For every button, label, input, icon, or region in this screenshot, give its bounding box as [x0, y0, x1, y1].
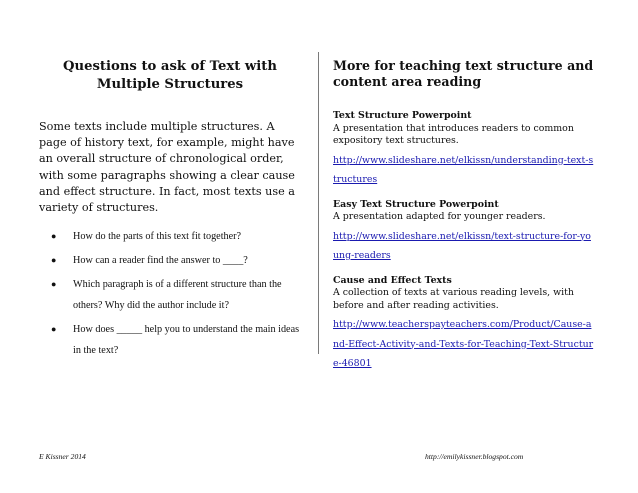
resource-title: Cause and Effect Texts: [333, 274, 452, 286]
resource-title: Text Structure Powerpoint: [333, 110, 472, 121]
bullet-icon: ●: [51, 231, 57, 242]
bullet-icon: ●: [51, 324, 57, 335]
right-column: [333, 58, 595, 383]
footer-author: E Kissner 2014: [39, 452, 86, 461]
resource-link[interactable]: http://www.teacherspayteachers.com/Product/Cause-and-Effect-Activity-and-Texts-for-Teaching-Text-Structure-46801: [333, 319, 594, 369]
resource-item: [333, 110, 595, 187]
left-column: [39, 58, 301, 364]
list-item: [39, 250, 301, 271]
resource-description: A collection of texts at various reading levels, with before and after reading activities.: [333, 287, 574, 311]
question-text: How does _____ help you to understand the main ideas in the text?: [73, 324, 300, 357]
bullet-icon: ●: [51, 255, 57, 266]
left-column-title: Questions to ask of Text with Multiple Structures: [63, 59, 277, 92]
question-text: How can a reader find the answer to ____?: [73, 255, 248, 267]
question-list: [39, 226, 301, 361]
resource-link[interactable]: http://www.slideshare.net/elkissn/text-structure-for-young-readers: [333, 230, 591, 261]
list-item: [39, 274, 301, 316]
intro-paragraph: Some texts include multiple structures. A page of history text, for example, might have an overall structure of chronological order, with some paragraphs showing a clear cause and effect structure. In fact, most texts use a variety of structures.: [39, 120, 295, 215]
footer-url: http://emilykissner.blogspot.com: [425, 452, 524, 461]
list-item: [39, 319, 301, 361]
resource-link[interactable]: http://www.slideshare.net/elkissn/understanding-text-structures: [333, 154, 594, 185]
resource-title: Easy Text Structure Powerpoint: [333, 198, 499, 210]
bullet-icon: ●: [51, 279, 57, 290]
resource-item: [333, 199, 595, 263]
right-column-title: More for teaching text structure and content area reading: [333, 58, 594, 89]
question-text: Which paragraph is of a different structure than the others? Why did the author include it?: [73, 279, 282, 312]
question-text: How do the parts of this text fit together?: [73, 231, 242, 243]
list-item: [39, 226, 301, 247]
resource-description: A presentation adapted for younger readers.: [333, 211, 546, 222]
resource-item: [333, 275, 595, 371]
column-divider: [318, 52, 319, 354]
resource-description: A presentation that introduces readers to common expository text structures.: [333, 122, 574, 146]
